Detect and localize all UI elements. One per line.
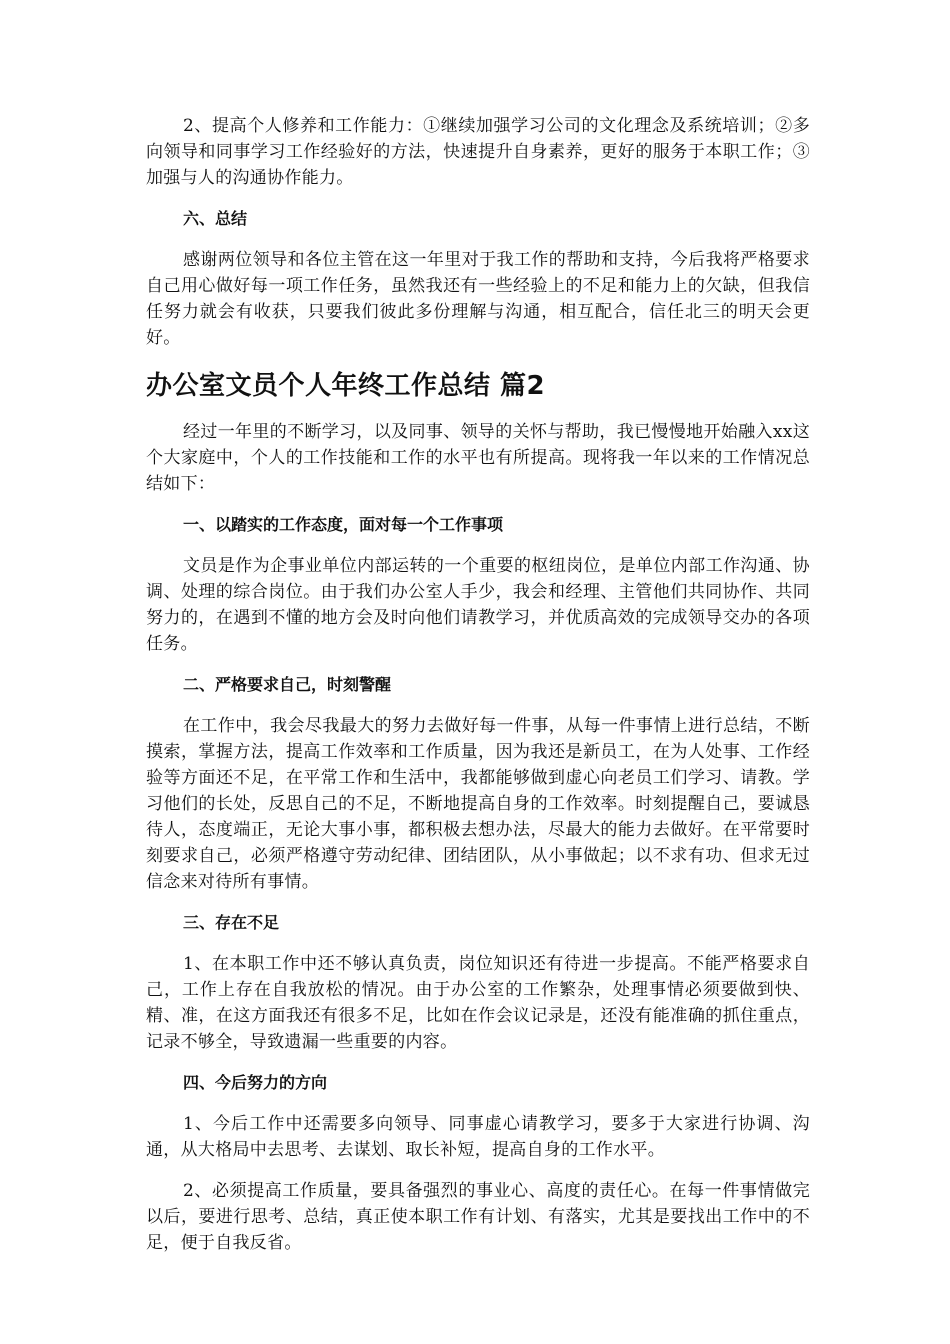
paragraph-intro: 经过一年里的不断学习，以及同事、领导的关怀与帮助，我已慢慢地开始融入xx这个大家庭中，个人的工作技能和工作的水平也有所提高。现将我一年以来的工作情况总结如下： xyxy=(146,422,810,494)
paragraph-strict: 在工作中，我会尽我最大的努力去做好每一件事，从每一件事情上进行总结，不断摸索，掌握方法，提高工作效率和工作质量，因为我还是新员工，在为人处事、工作经验等方面还不足，在平常工作和生活中，我都能够做到虚心向老员工们学习、请教。学习他们的长处，反思自己的不足，不断地提高自身的工作效率。时刻提醒自己，要诚恳待人，态度端正，无论大事小事，都积极去想办法，尽最大的能力去做好。在平常要时刻要求自己，必须严格遵守劳动纪律、团结团队，从小事做起；以不求有功、但求无过信念来对待所有事情。 xyxy=(146,716,810,892)
paragraph-attitude: 文员是作为企事业单位内部运转的一个重要的枢纽岗位，是单位内部工作沟通、协调、处理的综合岗位。由于我们办公室人手少，我会和经理、主管他们共同协作、共同努力的，在遇到不懂的地方会及时向他们请教学习，并优质高效的完成领导交办的各项任务。 xyxy=(146,556,810,654)
paragraph-direction-2: 2、必须提高工作质量，要具备强烈的事业心、高度的责任心。在每一件事情做完以后，要进行思考、总结，真正使本职工作有计划、有落实，尤其是要找出工作中的不足，便于自我反省。 xyxy=(146,1181,810,1253)
article-title: 办公室文员个人年终工作总结 篇2 xyxy=(146,371,546,401)
document-page xyxy=(146,113,810,1256)
paragraph-thanks: 感谢两位领导和各位主管在这一年里对于我工作的帮助和支持，今后我将严格要求自己用心做好每一项工作任务，虽然我还有一些经验上的不足和能力上的欠缺，但我信任努力就会有收获，只要我们彼此多份理解与沟通，相互配合，信任北三的明天会更好。 xyxy=(146,250,810,348)
heading-shortcomings: 三、存在不足 xyxy=(183,913,280,932)
paragraph-improve-ability: 2、提高个人修养和工作能力：①继续加强学习公司的文化理念及系统培训；②多向领导和同事学习工作经验好的方法，快速提升自身素养，更好的服务于本职工作；③加强与人的沟通协作能力。 xyxy=(146,116,810,188)
heading-strict: 二、严格要求自己，时刻警醒 xyxy=(183,675,392,694)
heading-attitude: 一、以踏实的工作态度，面对每一个工作事项 xyxy=(183,515,504,534)
heading-summary: 六、总结 xyxy=(183,209,248,228)
heading-direction: 四、今后努力的方向 xyxy=(183,1073,328,1092)
paragraph-shortcomings: 1、在本职工作中还不够认真负责，岗位知识还有待进一步提高。不能严格要求自己，工作上存在自我放松的情况。由于办公室的工作繁杂，处理事情必须要做到快、精、准，在这方面我还有很多不足，比如在作会议记录是，还没有能准确的抓住重点，记录不够全，导致遗漏一些重要的内容。 xyxy=(146,954,810,1052)
paragraph-direction-1: 1、今后工作中还需要多向领导、同事虚心请教学习，要多于大家进行协调、沟通，从大格局中去思考、去谋划、取长补短，提高自身的工作水平。 xyxy=(146,1114,810,1160)
